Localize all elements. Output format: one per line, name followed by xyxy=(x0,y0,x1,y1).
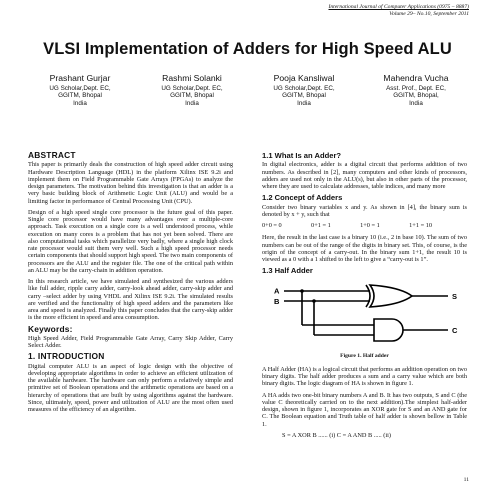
affiliation-line: India xyxy=(73,99,87,107)
abstract-heading: ABSTRACT xyxy=(28,150,76,160)
journal-header xyxy=(328,4,469,18)
right-column xyxy=(262,152,467,439)
input-b-label: B xyxy=(274,296,280,306)
author-name: Prashant Gurjar xyxy=(49,73,111,83)
affiliation-line: GGITM, Bhopal xyxy=(282,92,326,100)
author-3 xyxy=(252,73,356,107)
abstract-paragraph: Design of a high speed single core processor is the future goal of this paper. Single core processor would have many advantages over a multiple-core approach. Task execution on a single core is a well understood process, while execution on many cores is a problem that has not yet been solved. There are also computational tasks which parallelize very badly, where a single high clock rate processor would suit them very well. Such a high speed processor needs certain components that should support high speed. The two main components of processors are the ALU and the register file. The one of the critical path within an ALU may be the carry-chain in addition operation. xyxy=(28,208,233,274)
section-paragraph: In digital electronics, adder is a digital circuit that performs addition of two numbers. As described in [2], many computers and other kinds of processors, adders are used not only in the ALU(s), but also in other parts of the processor, where they are used to calculate addresses, table indices, and many more xyxy=(262,161,467,190)
author-2 xyxy=(140,73,244,107)
section-paragraph: A Half Adder (HA) is a logical circuit that performs an addition operation on two binary digits. The half adder produces a sum and a carry value which are both binary digits. The logic diagram of HA is shown in figure 1. xyxy=(262,365,467,388)
section-heading-1-3: 1.3 Half Adder xyxy=(262,266,313,276)
keywords-heading: Keywords: xyxy=(28,323,73,334)
xor-gate-body xyxy=(370,285,412,307)
junction-b xyxy=(312,299,316,303)
affiliation-line: GGITM, Bhopal xyxy=(58,92,102,100)
affiliation-line: UG Scholar,Dept. EC, xyxy=(273,85,335,92)
affiliation-line: UG Scholar,Dept. EC, xyxy=(161,85,223,92)
half-adder-diagram xyxy=(262,277,467,351)
keywords-text: High Speed Adder, Field Programmable Gate Array, Carry Skip Adder, Carry Select Adder. xyxy=(28,334,233,349)
and-gate-body xyxy=(374,319,403,341)
binary-sum: 1+0 = 1 xyxy=(360,222,380,229)
journal-issue: Volume 29– No.10, September 2011 xyxy=(389,11,469,17)
output-s-label: S xyxy=(452,291,458,301)
input-a-label: A xyxy=(274,286,280,295)
page-number: 11 xyxy=(463,477,469,483)
author-affiliation xyxy=(140,85,244,107)
author-list xyxy=(28,73,468,107)
binary-sum: 1+1 = 10 xyxy=(409,222,432,229)
author-1 xyxy=(28,73,132,107)
junction-a xyxy=(300,289,304,293)
author-4 xyxy=(364,73,468,107)
binary-sum: 0+1 = 1 xyxy=(311,222,331,229)
left-column xyxy=(28,152,233,417)
section-paragraph: A HA adds two one-bit binary numbers A and B. It has two outputs, S and C (the value C theoretically carried on to the next addition).The simplest half-adder design, shown in figure 1, incorporates an XOR gate for S and an AND gate for C. The Boolean equation and Truth table of half adder is shown bellow in Table 1. xyxy=(262,391,467,428)
binary-sum: 0+0 = 0 xyxy=(262,222,282,229)
xor-back-curve xyxy=(366,285,370,307)
introduction-heading: 1. INTRODUCTION xyxy=(28,351,105,362)
affiliation-line: GGITM, Bhopal xyxy=(170,92,214,100)
affiliation-line: Asst. Prof., Dept. EC, xyxy=(386,85,446,92)
abstract-paragraph: In this research article, we have simulated and synthesized the various adders like full adder, ripple carry adder, carry-look ahead adder, carry-skip adder and carry –select adder by using VHDL and Xilinx ISE 9.2i. The simulated results are verified and the functionality of high speed adders and the parameters like area and speed is analyzed. Finally this paper concludes that the carry-skip adder is the more efficient in speed and area consumption. xyxy=(28,278,233,322)
output-c-label: C xyxy=(452,325,458,335)
binary-sum-list xyxy=(262,222,432,229)
affiliation-line: India xyxy=(297,99,311,107)
section-paragraph: Consider two binary variables x and y. As shown in [4], the binary sum is denoted by x + y, such that xyxy=(262,203,467,218)
author-name: Mahendra Vucha xyxy=(383,73,449,83)
author-affiliation xyxy=(28,85,132,107)
section-heading-1-1: 1.1 What Is an Adder? xyxy=(262,151,342,160)
affiliation-line: India xyxy=(409,99,423,107)
abstract-paragraph: This paper is primarily deals the construction of high speed adder circuit using Hardware Description Language (HDL) in the platform Xilinx ISE 9.2i and implement them on Field Programmable Gate Arrays (FPGAs) to analyze the design parameters. The motivation behind this investigation is that an adder is a very basic building block of Arithmetic Logic Unit (ALU) and would be a limiting factor in performance of Central Processing Unit (CPU). xyxy=(28,161,233,205)
introduction-paragraph: Digital computer ALU is an aspect of logic design with the objective of developing appropriate algorithms in order to achieve an efficient utilization of the available hardware. The hardware can only perform a relatively simple and primitive set of Boolean operations and the arithmetic operations are based on a hierarchy of operations that are built by using algorithms against the hardware. Since, ultimately, speed, power and utilization of ALU are the most often used measures of the efficiency of an algorithm. xyxy=(28,362,233,413)
figure-caption: Figure 1. Half adder xyxy=(340,352,389,359)
paper-title: VLSI Implementation of Adders for High Speed ALU xyxy=(43,40,452,58)
affiliation-line: GGITM, Bhopal, xyxy=(393,92,439,100)
author-affiliation xyxy=(252,85,356,107)
author-affiliation xyxy=(364,85,468,107)
affiliation-line: UG Scholar,Dept. EC, xyxy=(49,85,111,92)
section-paragraph: Here, the result in the last case is a binary 10 (i.e., 2 in base 10). The sum of two numbers can be out of the range of the digits in binary set. This, of course, is the origin of the concept of a carry-out. In the binary sum 1+1, the result 10 is viewed as a 0 with a 1 shifted to the left to give a “carry-out is 1”. xyxy=(262,234,467,263)
author-name: Pooja Kansliwal xyxy=(273,73,335,83)
author-name: Rashmi Solanki xyxy=(162,73,222,83)
half-adder-figure xyxy=(262,277,467,351)
section-heading-1-2: 1.2 Concept of Adders xyxy=(262,193,343,203)
journal-name: International Journal of Computer Applications (0975 – 8887) xyxy=(328,4,469,10)
affiliation-line: India xyxy=(185,99,199,107)
boolean-equation: S = A XOR B ...... (i) C = A AND B ..... (ii) xyxy=(282,431,391,439)
